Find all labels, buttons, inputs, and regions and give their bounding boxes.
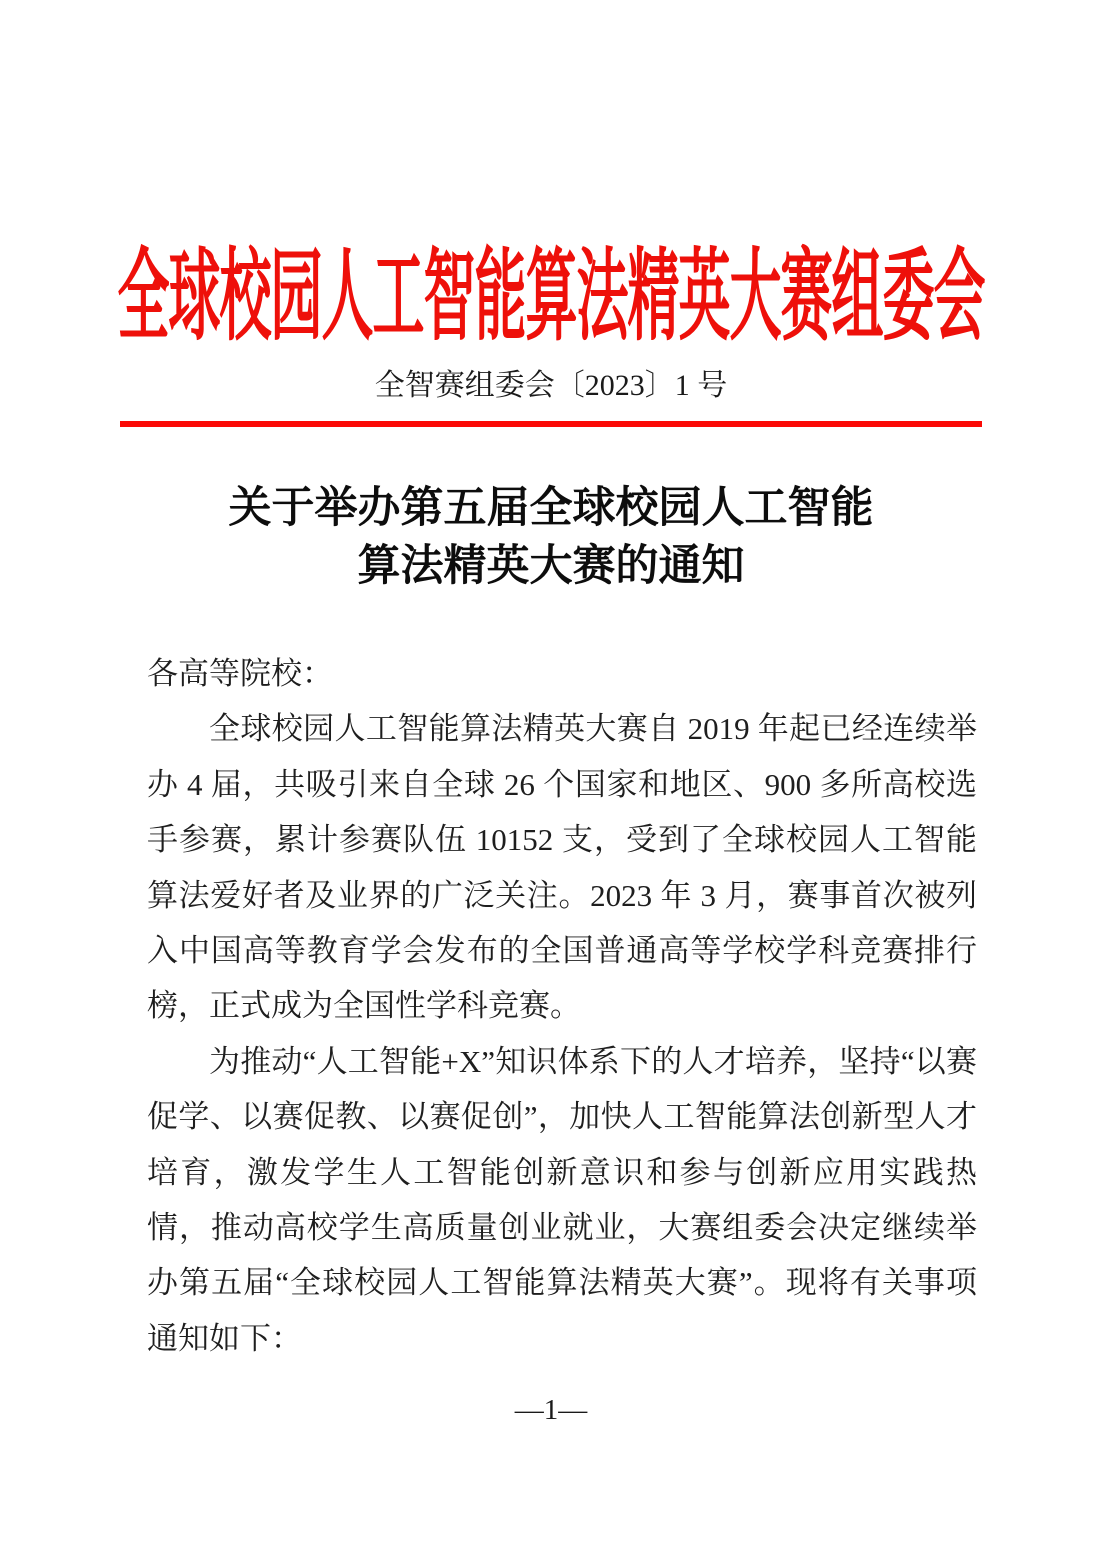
letterhead-org-title [0, 238, 1102, 354]
paragraph-2: 为推动“人工智能+X”知识体系下的人才培养，坚持“以赛促学、以赛促教、以赛促创”，加快人工智能算法创新型人才培育，激发学生人工智能创新意识和参与创新应用实践热情，推动高校学生高质量创业就业，大赛组委会决定继续举办第五届“全球校园人工智能算法精英大赛”。现将有关事项通知如下： [147, 1043, 977, 1356]
doc-title [0, 480, 1102, 596]
doc-number: 全智赛组委会〔2023〕1 号 [374, 369, 728, 402]
doc-title-line2: 算法精英大赛的通知 [357, 543, 745, 590]
red-separator-rule [120, 421, 982, 427]
doc-title-line1: 关于举办第五届全球校园人工智能 [228, 485, 874, 532]
salutation: 各高等院校： [147, 656, 333, 691]
paragraph-1: 全球校园人工智能算法精英大赛自 2019 年起已经连续举办 4 届，共吸引来自全球 26 个国家和地区、900 多所高校选手参赛，累计参赛队伍 10152 支，受到了全球校园人工智能算法爱好者及业界的广泛关注。2023 年 3 月，赛事首次被列入中国高等教育学会发布的全国普通高等学校学科竞赛排行榜，正式成为全国性学科竞赛。 [147, 711, 977, 1024]
letterhead-org-title-text: 全球校园人工智能算法精英大赛组委会 [117, 243, 985, 354]
body-text [147, 646, 977, 1366]
page-number: —1— [514, 1394, 588, 1426]
